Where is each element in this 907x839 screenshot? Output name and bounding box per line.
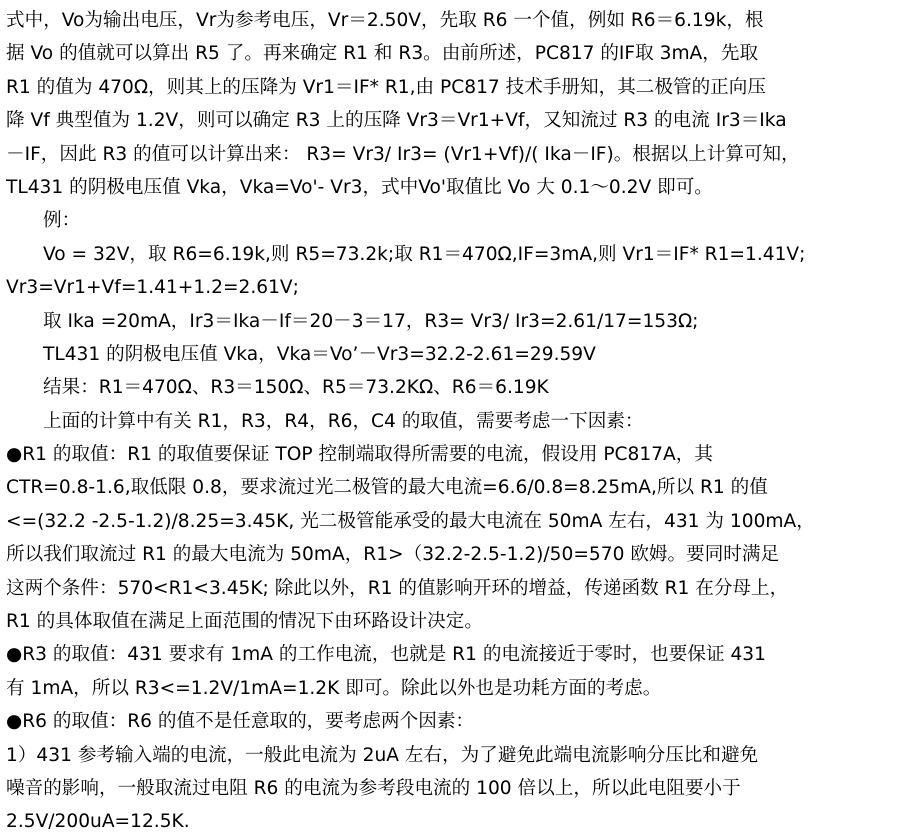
text-line: 噪音的影响，一般取流过电阻 R6 的电流为参考段电流的 100 倍以上，所以此电阻要小于 xyxy=(6,777,741,799)
text-line: TL431 的阴极电压值 Vka，Vka=Vo'- Vr3，式中Vo'取值比 Vo 大 0.1～0.2V 即可。 xyxy=(6,176,713,198)
text-line: R1 的值为 470Ω，则其上的压降为 Vr1＝IF* R1,由 PC817 技术手册知，其二极管的正向压 xyxy=(6,76,766,98)
example-label: 例： xyxy=(43,210,81,232)
text-line: －IF，因此 R3 的值可以计算出来： R3= Vr3/ Ir3= (Vr1+Vf)/( Ika－IF)。根据以上计算可知， xyxy=(6,143,800,165)
text-line: 有 1mA，所以 R3<=1.2V/1mA=1.2K 即可。除此以外也是功耗方面的考虑。 xyxy=(6,677,662,699)
text-line: 式中，Vo为输出电压，Vr为参考电压，Vr＝2.50V，先取 R6 一个值，例如 R6＝6.19k，根 xyxy=(6,10,764,31)
bullet-r1: ●R1 的取值：R1 的取值要保证 TOP 控制端取得所需要的电流，假设用 PC817A，其 xyxy=(6,444,713,466)
result-line: 结果：R1＝470Ω、R3＝150Ω、R5＝73.2KΩ、R6＝6.19K xyxy=(43,377,549,399)
text-line: Vo = 32V，取 R6=6.19k,则 R5=73.2k;取 R1＝470Ω,IF=3mA,则 Vr1＝IF* R1=1.41V; xyxy=(43,243,806,265)
text-line: 据 Vo 的值就可以算出 R5 了。再来确定 R1 和 R3。由前所述，PC817 的IF取 3mA，先取 xyxy=(6,43,759,65)
text-line: 这两个条件：570<R1<3.45K; 除此以外，R1 的值影响开环的增益，传递函数 R1 在分母上， xyxy=(6,577,789,599)
text-line: TL431 的阴极电压值 Vka，Vka＝Vo’－Vr3=32.2-2.61=29.59V xyxy=(43,343,596,365)
text-line: 2.5V/200uA=12.5K. xyxy=(6,811,190,833)
text-line: 上面的计算中有关 R1，R3，R4，R6，C4 的取值，需要考虑一下因素： xyxy=(43,410,644,432)
bullet-r3: ●R3 的取值：431 要求有 1mA 的工作电流，也就是 R1 的电流接近于零时，也要保证 431 xyxy=(6,644,766,666)
text-line: CTR=0.8-1.6,取低限 0.8，要求流过光二极管的最大电流=6.6/0.8=8.25mA,所以 R1 的值 xyxy=(6,477,768,499)
text-line: 取 Ika =20mA，Ir3＝Ika－If＝20－3＝17，R3= Vr3/ Ir3=2.61/17=153Ω; xyxy=(43,310,699,332)
text-line: 降 Vf 典型值为 1.2V，则可以确定 R3 上的压降 Vr3＝Vr1+Vf，又知流过 R3 的电流 Ir3＝Ika xyxy=(6,110,787,132)
bullet-r6: ●R6 的取值：R6 的值不是任意取的，要考虑两个因素： xyxy=(6,711,475,733)
text-line: 所以我们取流过 R1 的最大电流为 50mA，R1>（32.2-2.5-1.2)/50=570 欧姆。要同时满足 xyxy=(6,544,780,566)
text-line: Vr3=Vr1+Vf=1.41+1.2=2.61V; xyxy=(6,277,299,299)
text-line: <=(32.2 -2.5-1.2)/8.25=3.45K, 光二极管能承受的最大电流在 50mA 左右，431 为 100mA， xyxy=(6,510,815,532)
text-line: 1）431 参考输入端的电流，一般此电流为 2uA 左右，为了避免此端电流影响分压比和避免 xyxy=(6,744,759,766)
text-line: R1 的具体取值在满足上面范围的情况下由环路设计决定。 xyxy=(6,611,483,633)
